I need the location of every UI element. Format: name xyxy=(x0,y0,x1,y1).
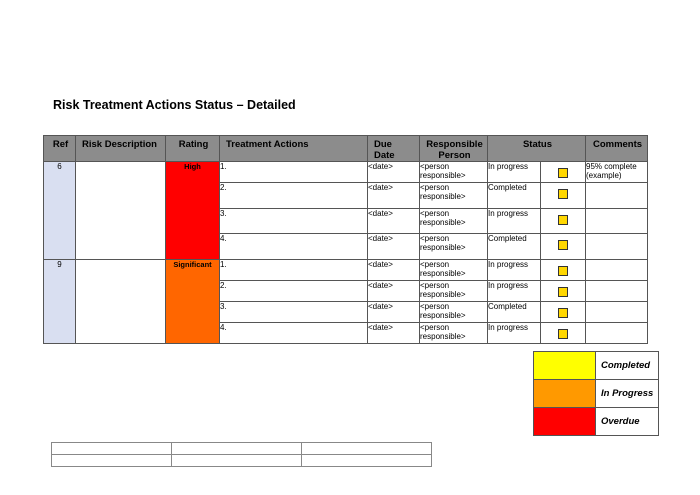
legend-swatch-completed xyxy=(534,352,596,380)
risk-treatment-table xyxy=(43,135,648,344)
page-title: Risk Treatment Actions Status – Detailed xyxy=(53,98,296,112)
status-text: In progress xyxy=(488,281,541,302)
action-number[interactable]: 1. xyxy=(220,260,368,281)
status-square-icon xyxy=(558,287,568,297)
legend-swatch-overdue xyxy=(534,408,596,436)
status-indicator-cell xyxy=(541,281,586,302)
legend-label: Overdue xyxy=(596,408,659,436)
status-indicator-cell xyxy=(541,260,586,281)
legend-row xyxy=(534,352,659,380)
footer-row xyxy=(52,443,432,455)
due-date-cell[interactable]: <date> xyxy=(368,323,420,344)
status-square-icon xyxy=(558,329,568,339)
legend-label: In Progress xyxy=(596,380,659,408)
responsible-person-cell[interactable]: <person responsible> xyxy=(420,302,488,323)
status-square-icon xyxy=(558,168,568,178)
comment-cell[interactable] xyxy=(586,281,648,302)
status-text: In progress xyxy=(488,323,541,344)
status-indicator-cell xyxy=(541,234,586,260)
table-row xyxy=(44,260,648,281)
action-number[interactable]: 2. xyxy=(220,183,368,209)
responsible-person-cell[interactable]: <person responsible> xyxy=(420,260,488,281)
status-text: Completed xyxy=(488,183,541,209)
risk-description-cell[interactable] xyxy=(76,260,166,344)
footer-cell[interactable] xyxy=(302,455,432,467)
header-ref: Ref xyxy=(44,136,76,162)
legend-swatch-in-progress xyxy=(534,380,596,408)
due-date-cell[interactable]: <date> xyxy=(368,302,420,323)
header-responsible-person: Responsible Person xyxy=(420,136,488,162)
rating-cell: Significant xyxy=(166,260,220,344)
header-risk-description: Risk Description xyxy=(76,136,166,162)
footer-cell[interactable] xyxy=(52,455,172,467)
table-row xyxy=(44,162,648,183)
action-number[interactable]: 1. xyxy=(220,162,368,183)
risk-description-cell[interactable] xyxy=(76,162,166,260)
responsible-person-cell[interactable]: <person responsible> xyxy=(420,183,488,209)
responsible-person-cell[interactable]: <person responsible> xyxy=(420,281,488,302)
due-date-cell[interactable]: <date> xyxy=(368,281,420,302)
footer-cell[interactable] xyxy=(172,443,302,455)
due-date-cell[interactable]: <date> xyxy=(368,183,420,209)
status-text: Completed xyxy=(488,302,541,323)
ref-cell: 9 xyxy=(44,260,76,344)
header-comments: Comments xyxy=(586,136,648,162)
status-text: In progress xyxy=(488,162,541,183)
action-number[interactable]: 4. xyxy=(220,323,368,344)
action-number[interactable]: 2. xyxy=(220,281,368,302)
due-date-cell[interactable]: <date> xyxy=(368,162,420,183)
action-number[interactable]: 3. xyxy=(220,302,368,323)
comment-cell[interactable] xyxy=(586,234,648,260)
header-due-date: Due Date xyxy=(368,136,420,162)
status-legend xyxy=(533,351,659,436)
header-treatment-actions: Treatment Actions xyxy=(220,136,368,162)
status-indicator-cell xyxy=(541,302,586,323)
due-date-cell[interactable]: <date> xyxy=(368,209,420,234)
status-text: Completed xyxy=(488,234,541,260)
legend-label: Completed xyxy=(596,352,659,380)
status-square-icon xyxy=(558,266,568,276)
ref-cell: 6 xyxy=(44,162,76,260)
status-indicator-cell xyxy=(541,162,586,183)
table-header-row xyxy=(44,136,648,162)
responsible-person-cell[interactable]: <person responsible> xyxy=(420,234,488,260)
comment-cell[interactable] xyxy=(586,209,648,234)
footer-table xyxy=(51,442,432,467)
rating-cell: High xyxy=(166,162,220,260)
status-indicator-cell xyxy=(541,323,586,344)
status-square-icon xyxy=(558,240,568,250)
comment-cell[interactable] xyxy=(586,260,648,281)
comment-cell[interactable]: 95% complete (example) xyxy=(586,162,648,183)
header-status: Status xyxy=(488,136,586,162)
legend-row xyxy=(534,408,659,436)
footer-row xyxy=(52,455,432,467)
action-number[interactable]: 4. xyxy=(220,234,368,260)
status-square-icon xyxy=(558,215,568,225)
comment-cell[interactable] xyxy=(586,302,648,323)
status-square-icon xyxy=(558,308,568,318)
status-text: In progress xyxy=(488,209,541,234)
responsible-person-cell[interactable]: <person responsible> xyxy=(420,209,488,234)
status-text: In progress xyxy=(488,260,541,281)
header-rating: Rating xyxy=(166,136,220,162)
comment-cell[interactable] xyxy=(586,323,648,344)
footer-cell[interactable] xyxy=(302,443,432,455)
responsible-person-cell[interactable]: <person responsible> xyxy=(420,323,488,344)
status-square-icon xyxy=(558,189,568,199)
footer-cell[interactable] xyxy=(52,443,172,455)
footer-cell[interactable] xyxy=(172,455,302,467)
responsible-person-cell[interactable]: <person responsible> xyxy=(420,162,488,183)
due-date-cell[interactable]: <date> xyxy=(368,234,420,260)
comment-cell[interactable] xyxy=(586,183,648,209)
status-indicator-cell xyxy=(541,209,586,234)
due-date-cell[interactable]: <date> xyxy=(368,260,420,281)
action-number[interactable]: 3. xyxy=(220,209,368,234)
status-indicator-cell xyxy=(541,183,586,209)
legend-row xyxy=(534,380,659,408)
